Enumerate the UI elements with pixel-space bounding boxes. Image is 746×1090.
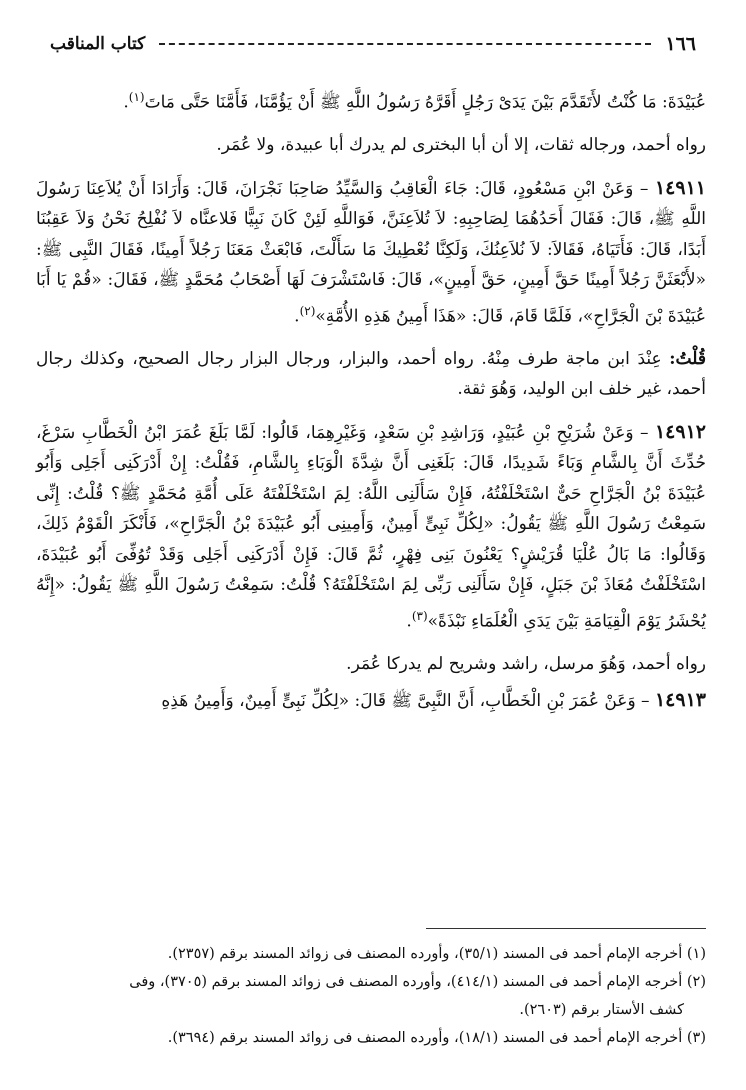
hadith-number: ١٤٩١٢ (654, 420, 706, 443)
rawah-paragraph: رواه أحمد، وَهُوَ مرسل، راشد وشريح لم يدركا عُمَر. (346, 653, 706, 674)
hadith-text: – وَعَنْ عُمَرَ بْنِ الْخَطَّابِ، أَنَّ النَّبِىَّ ﷺ قَالَ: «لِكُلِّ نَبِىٍّ أَمِينٌ، وَأَمِينُ هَذِهِ (161, 691, 650, 712)
footnote-2-line-1: (٢) أخرجه الإمام أحمد فى المسند (٤١٤/١)، وأورده المصنف فى زوائد المسند برقم (٣٧٠٥)، وفى (129, 974, 706, 990)
footnote-3: (٣) أخرجه الإمام أحمد فى المسند (١٨/١)، وأورده المصنف فى زوائد المسند برقم (٣٦٩٤). (167, 1030, 706, 1046)
qult-text: عِنْدَ ابن ماجة طرف مِنْهُ. رواه أحمد، والبزار، ورجال البزار رجال الصحيح، وكذلك رجال أحمد، غير خلف ابن الوليد، وَهُوَ ثقة. (36, 348, 706, 400)
header-dashed-rule (159, 43, 651, 45)
qult-label: قُلْتُ: (669, 348, 707, 369)
page-header (50, 30, 696, 58)
footnotes (40, 940, 706, 1052)
hadith-14912: ١٤٩١٢ – وَعَنْ شُرَيْحِ بْنِ عُبَيْدٍ، وَرَاشِدِ بْنِ سَعْدٍ، وَغَيْرِهِمَا، قَالُوا: لَمَّا بَلَغَ عُمَرَ ابْنُ الْخَطَّابِ سَرْغَ، حُدِّثَ أَنَّ بِالشَّامِ وَبَاءً شَدِيدًا، قَالَ: بَلَغَنِى أَنَّ شِدَّةَ الْوَبَاءِ بِالشَّامِ، فَقُلْتُ: إِنْ أَدْرَكَنِى أَجَلِى وَأَبُو عُبَيْدَةَ بْنُ الْجَرَّاحِ حَىٌّ اسْتَخْلَفْتُهُ، فَإِنْ سَأَلَنِى اللَّهُ: لِمَ اسْتَخْلَفْتَهُ عَلَى أُمَّةِ مُحَمَّدٍ ﷺ؟ قُلْتُ: إِنِّى سَمِعْتُ رَسُولَ اللَّهِ ﷺ يَقُولُ: «لِكُلِّ نَبِىٍّ أَمِينٌ، وَأَمِينِى أَبُو عُبَيْدَةَ بْنُ الْجَرَّاحِ»، فَأَنْكَرَ الْقَوْمُ ذَلِكَ، وَقَالُوا: مَا بَالُ عُلْيَا قُرَيْشٍ؟ يَعْنُونَ بَنِى فِهْرٍ، ثُمَّ قَالَ: فَإِنْ أَدْرَكَنِى أَجَلِى وَقَدْ تُوُفِّىَ أَبُو عُبَيْدَةَ، اسْتَخْلَفْتُ مُعَاذَ بْنَ جَبَلٍ، فَإِنْ سَأَلَنِى رَبِّى لِمَ اسْتَخْلَفْتَهُ؟ قُلْتُ: سَمِعْتُ رَسُولَ اللَّهِ ﷺ يَقُولُ: «إِنَّهُ يُحْشَرُ يَوْمَ الْقِيَامَةِ بَيْنَ يَدَىِ الْعُلَمَاءِ نَبْذَةً»$^{(٣)}$. (36, 420, 706, 632)
footnote-2-line-2: كشف الأستار برقم (٢٦٠٣). (519, 1002, 684, 1018)
qult-paragraph (36, 344, 706, 405)
main-text (36, 82, 706, 729)
hadith-14911: ١٤٩١١ – وَعَنْ ابْنِ مَسْعُودٍ، قَالَ: جَاءَ الْعَاقِبُ وَالسَّيِّدُ صَاحِبَا نَجْرَانَ، قَالَ: وَأَرَادَا أَنْ يُلاَعِنَا رَسُولَ اللَّهِ ﷺ، قَالَ: فَقَالَ أَحَدُهُمَا لِصَاحِبِهِ: لاَ تُلاَعِنَنَّ، فَوَاللَّهِ لَئِنْ كَانَ نَبِيًّا فَلاعنَّاه لاَ نُفْلِحُ نَحْنُ وَلاَ عَقِبُنَا أَبَدًا، قَالَ: فَأَتَيَاهُ، فَقَالاَ: لاَ نُلاَعِنُكَ، وَلَكِنَّا نُعْطِيكَ مَا سَأَلْتَ، فَابْعَثْ مَعَنَا رَجُلاً أَمِينًا، فَقَالَ النَّبِى ﷺ: «لأَبْعَثَنَّ رَجُلاً أَمِينًا حَقَّ أَمِينٍ، حَقَّ أَمِينٍ»، قَالَ: فَاسْتَشْرَفَ لَهَا أَصْحَابُ مُحَمَّدٍ ﷺ، فَقَالَ: «قُمْ يَا أَبَا عُبَيْدَةَ بْنَ الْجَرَّاحِ»، فَلَمَّا قَامَ، قَالَ: «هَذَا أَمِينُ هَذِهِ الأُمَّةِ»$^{(٢)}$. (36, 176, 706, 327)
hadith-continuation: عُبَيْدَةَ: مَا كُنْتُ لأَتَقَدَّمَ بَيْنَ يَدَىْ رَجُلٍ أَقَرَّهُ رَسُولُ اللَّهِ ﷺ أَنْ يَؤُمَّنَا، فَأَمَّنَا حَتَّى مَاتَ$^{(١)}$. (123, 90, 706, 113)
footnote-ref-3: (٣) (411, 608, 428, 623)
footnote-ref-2: (٢) (299, 303, 316, 318)
book-title: كتاب المناقب (50, 34, 146, 54)
hadith-text: – وَعَنْ ابْنِ مَسْعُودٍ، قَالَ: جَاءَ الْعَاقِبُ وَالسَّيِّدُ صَاحِبَا نَجْرَانَ، قَالَ: وَأَرَادَا أَنْ يُلاَعِنَا رَسُولَ اللَّهِ ﷺ، قَالَ: فَقَالَ أَحَدُهُمَا لِصَاحِبِهِ: لاَ تُلاَعِنَنَّ، فَوَاللَّهِ لَئِنْ كَانَ نَبِيًّا فَلاعنَّاه لاَ نُفْلِحُ نَحْنُ وَلاَ عَقِبُنَا أَبَدًا، قَالَ: فَأَتَيَاهُ، فَقَالاَ: لاَ نُلاَعِنُكَ، وَلَكِنَّا نُعْطِيكَ مَا سَأَلْتَ، فَابْعَثْ مَعَنَا رَجُلاً أَمِينًا، فَقَالَ النَّبِى ﷺ: «لأَبْعَثَنَّ رَجُلاً أَمِينًا حَقَّ أَمِينٍ، حَقَّ أَمِينٍ»، قَالَ: فَاسْتَشْرَفَ لَهَا أَصْحَابُ مُحَمَّدٍ ﷺ، فَقَالَ: «قُمْ يَا أَبَا عُبَيْدَةَ بْنَ الْجَرَّاحِ»، فَلَمَّا قَامَ، قَالَ: «هَذَا أَمِينُ هَذِهِ الأُمَّةِ» (36, 178, 706, 327)
commentary-paragraph: رواه أحمد، ورجاله ثقات، إلا أن أبا البخترى لم يدرك أبا عبيدة، ولا عُمَر. (216, 135, 706, 156)
hadith-number: ١٤٩١٣ (654, 689, 706, 712)
hadith-text: – وَعَنْ شُرَيْحِ بْنِ عُبَيْدٍ، وَرَاشِدِ بْنِ سَعْدٍ، وَغَيْرِهِمَا، قَالُوا: لَمَّا بَلَغَ عُمَرَ ابْنُ الْخَطَّابِ سَرْغَ، حُدِّثَ أَنَّ بِالشَّامِ وَبَاءً شَدِيدًا، قَالَ: بَلَغَنِى أَنَّ شِدَّةَ الْوَبَاءِ بِالشَّامِ، فَقُلْتُ: إِنْ أَدْرَكَنِى أَجَلِى وَأَبُو عُبَيْدَةَ بْنُ الْجَرَّاحِ حَىٌّ اسْتَخْلَفْتُهُ، فَإِنْ سَأَلَنِى اللَّهُ: لِمَ اسْتَخْلَفْتَهُ عَلَى أُمَّةِ مُحَمَّدٍ ﷺ؟ قُلْتُ: إِنِّى سَمِعْتُ رَسُولَ اللَّهِ ﷺ يَقُولُ: «لِكُلِّ نَبِىٍّ أَمِينٌ، وَأَمِينِى أَبُو عُبَيْدَةَ بْنُ الْجَرَّاحِ»، فَأَنْكَرَ الْقَوْمُ ذَلِكَ، وَقَالُوا: مَا بَالُ عُلْيَا قُرَيْشٍ؟ يَعْنُونَ بَنِى فِهْرٍ، ثُمَّ قَالَ: فَإِنْ أَدْرَكَنِى أَجَلِى وَقَدْ تُوُفِّىَ أَبُو عُبَيْدَةَ، اسْتَخْلَفْتُ مُعَاذَ بْنَ جَبَلٍ، فَإِنْ سَأَلَنِى رَبِّى لِمَ اسْتَخْلَفْتَهُ؟ قُلْتُ: سَمِعْتُ رَسُولَ اللَّهِ ﷺ يَقُولُ: «إِنَّهُ يُحْشَرُ يَوْمَ الْقِيَامَةِ بَيْنَ يَدَىِ الْعُلَمَاءِ نَبْذَةً» (36, 422, 706, 632)
footnote-ref-1: (١) (128, 90, 145, 104)
hadith-number: ١٤٩١١ (654, 176, 706, 199)
hadith-14913 (36, 685, 706, 717)
page-number: ١٦٦ (665, 33, 696, 55)
footnote-separator (426, 928, 706, 929)
footnote-1: (١) أخرجه الإمام أحمد فى المسند (٣٥/١)، وأورده المصنف فى زوائد المسند برقم (٢٣٥٧). (167, 946, 706, 962)
